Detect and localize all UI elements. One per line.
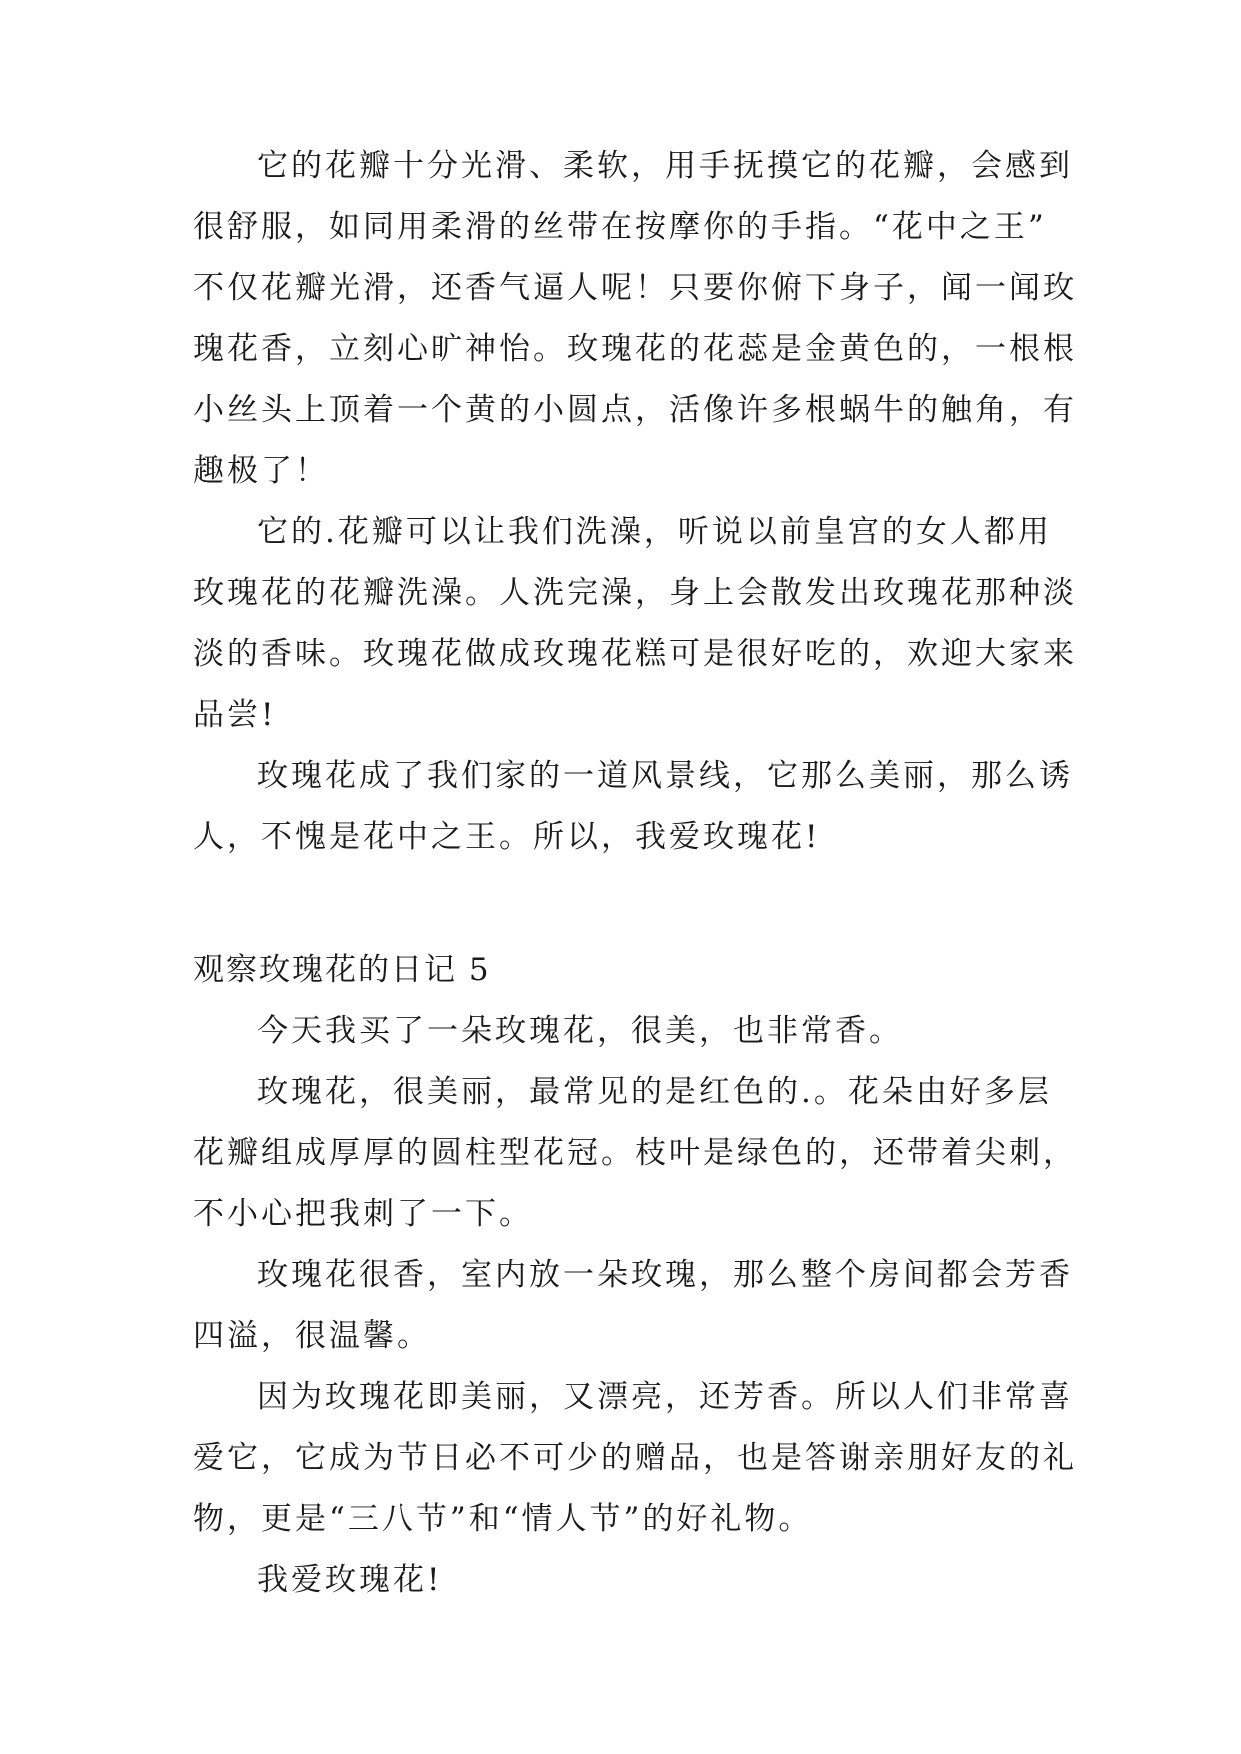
paragraph xyxy=(193,1550,1053,1611)
paragraph-line: 不小心把我刺了一下。 xyxy=(193,1196,533,1232)
paragraph-line: 人，不愧是花中之王。所以，我爱玫瑰花! xyxy=(193,819,821,855)
paragraph-line: 不仅花瓣光滑，还香气逼人呢！只要你俯下身子，闻一闻玫 xyxy=(193,270,1077,306)
paragraph-line: 瑰花香，立刻心旷神怡。玫瑰花的花蕊是金黄色的，一根根 xyxy=(193,331,1077,367)
paragraph-line: 它的.花瓣可以让我们洗澡，听说以前皇宫的女人都用 xyxy=(257,514,1052,550)
paragraph-line: 今天我买了一朵玫瑰花，很美，也非常香。 xyxy=(257,1013,903,1049)
paragraph xyxy=(193,1062,1077,1245)
paragraph xyxy=(193,502,1077,746)
section-spacer xyxy=(193,868,1053,940)
paragraph-line: 玫瑰花成了我们家的一道风景线，它那么美丽，那么诱 xyxy=(257,758,1073,794)
paragraph-line: 四溢，很温馨。 xyxy=(193,1318,431,1354)
paragraph-line: 花瓣组成厚厚的圆柱型花冠。枝叶是绿色的，还带着尖刺， xyxy=(193,1135,1077,1171)
paragraph xyxy=(193,1245,1073,1367)
paragraph-line: 小丝头上顶着一个黄的小圆点，活像许多根蜗牛的触角，有 xyxy=(193,392,1077,428)
paragraph xyxy=(193,1367,1077,1550)
section-title: 观察玫瑰花的日记 5 xyxy=(193,952,491,988)
paragraph-line: 品尝! xyxy=(193,697,277,733)
paragraph-line: 很舒服，如同用柔滑的丝带在按摩你的手指。“花中之王” xyxy=(193,209,1047,245)
paragraph-line: 它的花瓣十分光滑、柔软，用手抚摸它的花瓣，会感到 xyxy=(257,148,1073,184)
paragraph-line: 玫瑰花，很美丽，最常见的是红色的.。花朵由好多层 xyxy=(257,1074,1052,1110)
paragraph-line: 我爱玫瑰花! xyxy=(257,1562,443,1598)
paragraph-line: 趣极了！ xyxy=(193,453,329,489)
paragraph-line: 淡的香味。玫瑰花做成玫瑰花糕可是很好吃的，欢迎大家来 xyxy=(193,636,1077,672)
paragraph xyxy=(193,136,1077,502)
document-body xyxy=(193,136,1077,1611)
paragraph xyxy=(193,1001,1053,1062)
paragraph-line: 因为玫瑰花即美丽，又漂亮，还芳香。所以人们非常喜 xyxy=(257,1379,1073,1415)
paragraph-line: 玫瑰花的花瓣洗澡。人洗完澡，身上会散发出玫瑰花那种淡 xyxy=(193,575,1077,611)
paragraph xyxy=(193,746,1073,868)
paragraph-line: 物，更是“三八节”和“情人节”的好礼物。 xyxy=(193,1501,813,1537)
paragraph-line: 玫瑰花很香，室内放一朵玫瑰，那么整个房间都会芳香 xyxy=(257,1257,1073,1293)
paragraph-line: 爱它，它成为节日必不可少的赠品，也是答谢亲朋好友的礼 xyxy=(193,1440,1077,1476)
